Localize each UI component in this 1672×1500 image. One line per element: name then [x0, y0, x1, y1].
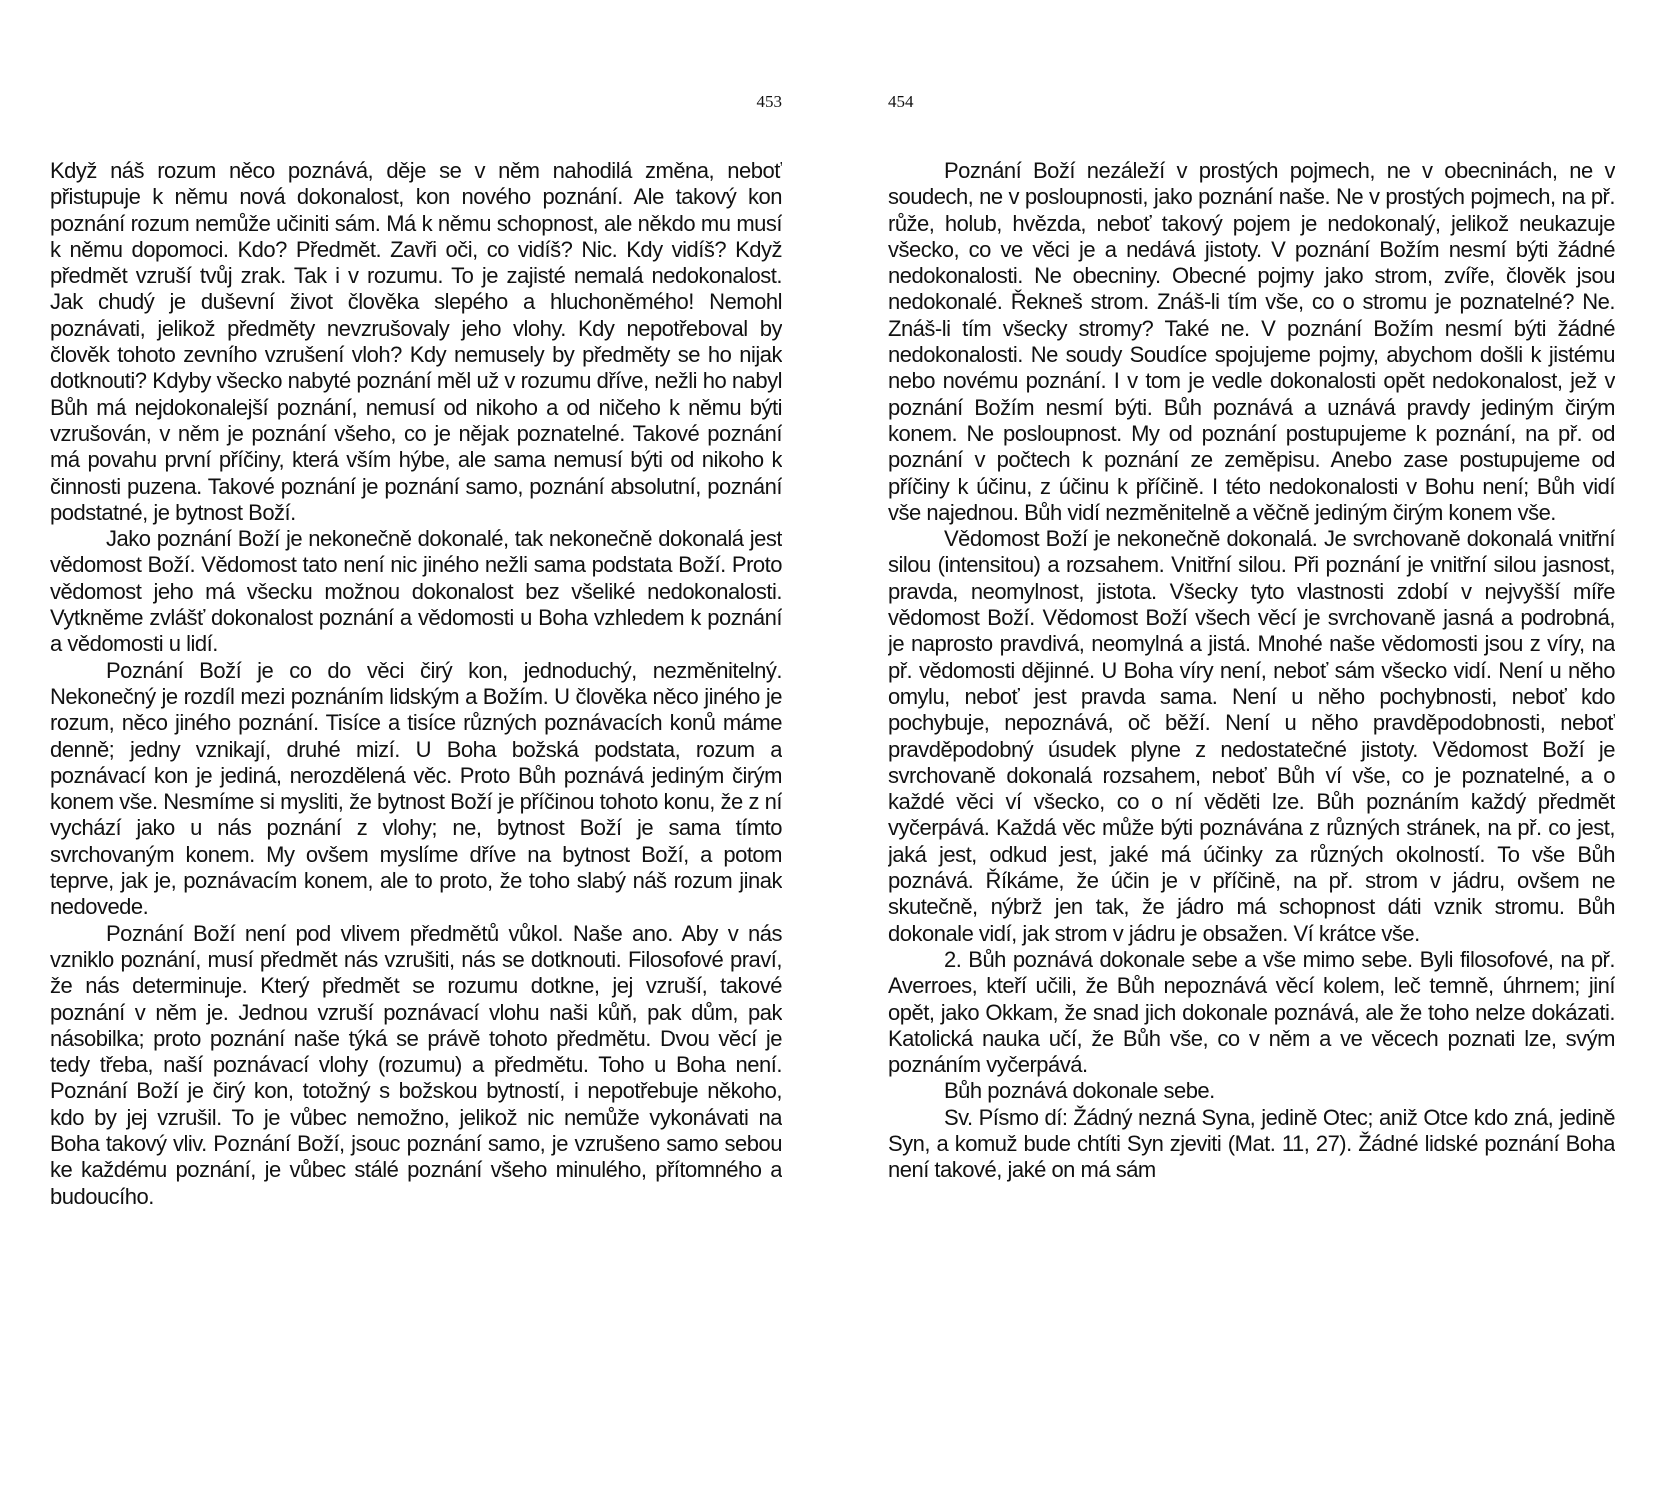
paragraph: Vědomost Boží je nekonečně dokonalá. Je svrchovaně dokonalá vnitřní silou (intensitou) a rozsahem. Vnitřní silou. Při poznání je vnitřní silou jasnost, pravda, neomylnost, jistota. Všecky tyto vlastnosti zdobí v nejvyšší míře vědomost Boží. Vědomost Boží všech věcí je svrchovaně jasná a podrobná, je naprosto pravdivá, neomylná a jistá. Mnohé naše vědomosti jsou z víry, na př. vědomosti dějinné. U Boha víry není, neboť sám všecko vidí. Není u něho omylu, neboť jest pravda sama. Není u něho pochybnosti, neboť kdo pochybuje, nepoznává, oč běží. Není u něho pravděpodobnosti, neboť pravděpodobný úsudek plyne z nedostatečné jistoty. Vědomost Boží je svrchovaně dokonalá rozsahem, neboť Bůh ví vše, co je poznatelné, a o každé věci ví všecko, co o ní věděti lze. Bůh poznáním každý předmět vyčerpává. Každá věc může býti poznávána z různých stránek, na př. co jest, jaká jest, odkud jest, jaké má účinky za různých okolností. To vše Bůh poznává. Říkáme, že účin je v příčině, na př. strom v jádru, ovšem ne skutečně, nýbrž jen tak, že jádro má schopnost dáti vznik stromu. Bůh dokonale vidí, jak strom v jádru je obsažen. Ví krátce vše.: [888, 526, 1615, 946]
right-page: [888, 0, 1615, 1500]
paragraph: Poznání Boží je co do věci čirý kon, jednoduchý, nezměnitelný. Nekonečný je rozdíl mezi poznáním lidským a Božím. U člověka něco jiného je rozum, něco jiného poznání. Tisíce a tisíce různých poznávacích konů máme denně; jedny vznikají, druhé mizí. U Boha božská podstata, rozum a poznávací kon je jediná, nerozdělená věc. Proto Bůh poznává jediným čirým konem vše. Nesmíme si mysliti, že bytnost Boží je příčinou tohoto konu, že z ní vychází jako u nás poznání z vlohy; ne, bytnost Boží je sama tímto svrchovaným konem. My ovšem myslíme dříve na bytnost Boží, a potom teprve, jak je, poznávacím konem, ale to proto, že toho slabý náš rozum jinak nedovede.: [50, 657, 782, 920]
paragraph: Poznání Boží nezáleží v prostých pojmech, ne v obecninách, ne v soudech, ne v posloupnosti, jako poznání naše. Ne v prostých pojmech, na př. růže, holub, hvězda, neboť takový pojem je nedokonalý, jelikož neukazuje všecko, co ve věci je a nedává jistoty. V poznání Božím nesmí býti žádné nedokonalosti. Ne obecniny. Obecné pojmy jako strom, zvíře, člověk jsou nedokonalé. Řekneš strom. Znáš-li tím vše, co o stromu je poznatelné? Ne. Znáš-li tím všecky stromy? Také ne. V poznání Božím nesmí býti žádné nedokonalosti. Ne soudy Soudíce spojujeme pojmy, abychom došli k jistému nebo novému poznání. I v tom je vedle dokonalosti opět nedokonalost, jež v poznání Božím nesmí býti. Bůh poznává a uznává pravdy jediným čirým konem. Ne posloupnost. My od poznání postupujeme k poznání, na př. od poznání v počtech k poznání ze zeměpisu. Anebo zase postupujeme od příčiny k účinu, z účinu k příčině. I této nedokonalosti v Bohu není; Bůh vidí vše najednou. Bůh vidí nezměnitelně a věčně jediným čirým konem vše.: [888, 158, 1615, 525]
page-number: 453: [756, 92, 782, 111]
page-number: 454: [888, 92, 914, 111]
paragraph: 2. Bůh poznává dokonale sebe a vše mimo sebe. Byli filosofové, na př. Averroes, kteří učili, že Bůh nepoznává věcí kolem, leč temně, úhrnem; jiní opět, jako Okkam, že snad jich dokonale poznává, ale že toho nelze dokázati. Katolická nauka učí, že Bůh vše, co v něm a ve věcech poznati lze, svým poznáním vyčerpává.: [888, 946, 1615, 1078]
paragraph: Jako poznání Boží je nekonečně dokonalé, tak nekonečně dokonalá jest vědomost Boží. Vědomost tato není nic jiného nežli sama podstata Boží. Proto vědomost jeho má všecku možnou dokonalost bez všeliké nedokonalosti. Vytkněme zvlášť dokonalost poznání a vědomosti u Boha vzhledem k poznání a vědomosti u lidí.: [50, 526, 782, 657]
paragraph: Sv. Písmo dí: Žádný nezná Syna, jedině Otec; aniž Otce kdo zná, jedině Syn, a komuž bude chtíti Syn zjeviti (Mat. 11, 27). Žádné lidské poznání Boha není takové, jaké on má sám: [888, 1104, 1615, 1183]
left-page: [50, 0, 782, 1500]
paragraph: Bůh poznává dokonale sebe.: [944, 1078, 1215, 1104]
page-body: [50, 158, 782, 1210]
paragraph: Poznání Boží není pod vlivem předmětů vůkol. Naše ano. Aby v nás vzniklo poznání, musí předmět nás vzrušiti, nás se dotknouti. Filosofové praví, že nás determinuje. Který předmět se rozumu dotkne, jej vzruší, takové poznání v něm je. Jednou vzruší poznávací vlohu naši kůň, pak dům, pak násobilka; proto poznání naše týká se právě tohoto předmětu. Dvou věcí je tedy třeba, naší poznávací vlohy (rozumu) a předmětu. Toho u Boha není. Poznání Boží je čirý kon, totožný s božskou bytností, i nepotřebuje někoho, kdo by jej vzrušil. To je vůbec nemožno, jelikož nic nemůže vykonávati na Boha takový vliv. Poznání Boží, jsouc poznání samo, je vzrušeno samo sebou ke každému poznání, je vůbec stálé poznání všeho minulého, přítomného a budoucího.: [50, 920, 782, 1209]
page-body: [888, 158, 1615, 1184]
paragraph: Když náš rozum něco poznává, děje se v něm nahodilá změna, neboť přistupuje k němu nová dokonalost, kon nového poznání. Ale takový kon poznání rozum nemůže učiniti sám. Má k němu schopnost, ale někdo mu musí k němu dopomoci. Kdo? Předmět. Zavři oči, co vidíš? Nic. Kdy vidíš? Když předmět vzruší tvůj zrak. Tak i v rozumu. To je zajisté nemalá nedokonalost. Jak chudý je duševní život člověka slepého a hluchoněmého! Nemohl poznávati, jelikož předměty nevzrušovaly jeho vlohy. Kdy nepotřeboval by člověk tohoto zevního vzrušení vloh? Kdy nemusely by předměty se ho nijak dotknouti? Kdyby všecko nabyté poznání měl už v rozumu dříve, nežli ho nabyl Bůh má nejdokonalejší poznání, nemusí od nikoho a od ničeho k němu býti vzrušován, v něm je poznání všeho, co je nějak poznatelné. Takové poznání má povahu první příčiny, která vším hýbe, ale sama nemusí býti od nikoho k činnosti puzena. Takové poznání je poznání samo, poznání absolutní, poznání podstatné, je bytnost Boží.: [50, 158, 782, 525]
